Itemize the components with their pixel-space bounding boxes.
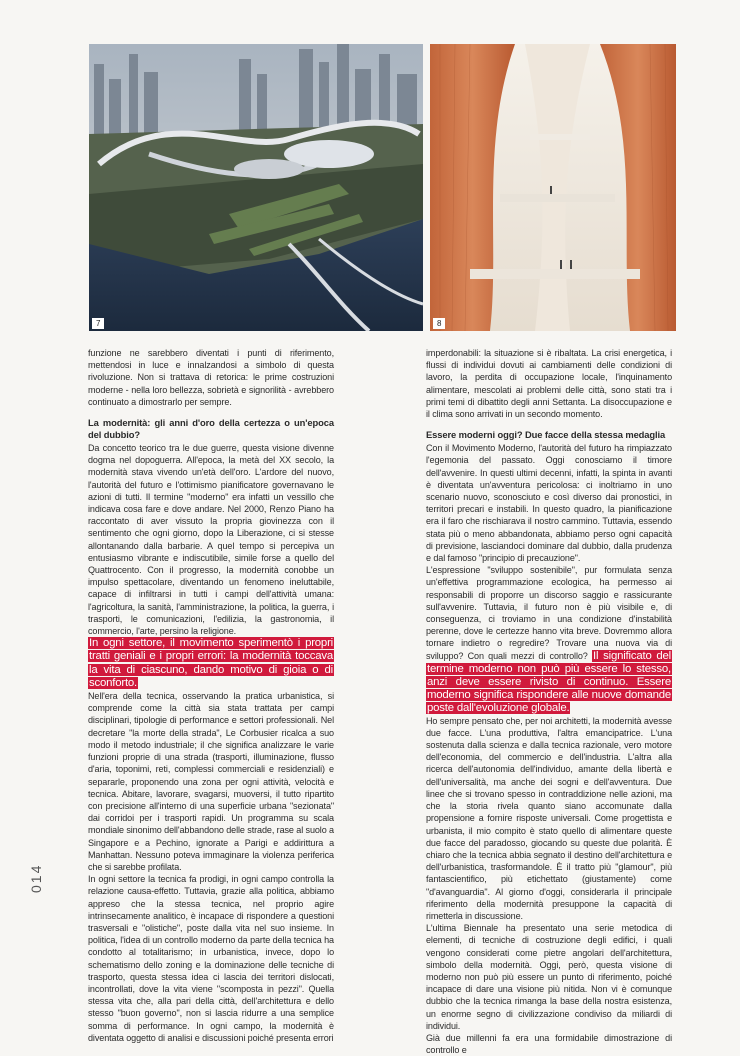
paragraph: Con il Movimento Moderno, l'autorità del futuro ha rimpiazzato l'egemonia del passato. Oggi conosciamo il timore dell'avvenire. In questi ultimi decenni, infatti, la spinta in avanti è diventata un'avventura pericolosa: ci inoltriamo in uno scenario nuovo, sconosciuto e così diverso dai pronostici, in territori precari e instabili. In questo quadro, la pianificazione era il faro che rischiarava il nostro cammino. Tuttavia, essendo stata più o meno abbandonata, abbiamo perso ogni capacità di previsione, lasciandoci dominare dal dubbio, dalla prudenza e dal famoso "principio di precauzione".	[426, 443, 672, 564]
section-heading: La modernità: gli anni d'oro della certezza o un'epoca del dubbio?	[88, 417, 334, 441]
paragraph-text: L'espressione "sviluppo sostenibile", pur formulata senza un'effettiva programmazione ecologica, ha permesso ai responsabili di proporre un discorso saggio e rassicurante sull'avvenire. Tuttavia, il futuro non è più visibile e, di conseguenza, ci troviamo in una condizione d'instabilità perenne, dove le certezze hanno vita breve. Dovremmo allora tornare indietro o regredire? Trovare una nuova via di sviluppo? Con quali mezzi di controllo?	[426, 565, 672, 661]
aerial-city-image	[89, 44, 423, 331]
page-number: 014	[28, 863, 44, 893]
section-heading: Essere moderni oggi? Due facce della stessa medaglia	[426, 429, 666, 441]
right-text-column	[426, 347, 672, 1056]
paragraph: L'ultima Biennale ha presentato una serie metodica di elementi, di tecniche di costruzione degli edifici, i quali vengono considerati come pietre angolari dell'architettura, simbolo della modernità. Oggi, però, questa visione di moderno non può più essere un punto di riferimento, poiché incapace di dare una visione più nitida. Non vi è comunque dubbio che la tecnica rimanga la base della nostra esistenza, un enorme segno di civilizzazione condiviso da miliardi di individui.	[426, 923, 672, 1031]
paragraph: In ogni settore la tecnica fa prodigi, in ogni campo controlla la relazione causa-effetto. Tuttavia, grazie alla politica, abbiamo appreso che la stessa tecnica, nel proprio agire intrinsecamente analitico, è incapace di rispondere a questioni trasversali e "olistiche", poste dalla vita nel suo insieme. In politica, l'idea di un controllo moderno da parte della tecnica ha condotto al totalitarismo; in urbanistica, invece, dopo lo schematismo dello zoning e la dominazione delle tecniche di trasporto, questa stessa idea ci lascia dei territori dislocati, incontrollati, dove la vita viene "scomposta in pezzi". Quella stessa vita che, alla pari della città, dell'architettura e dello stesso "buon governo", non si lascia ridurre a una semplice somma di performance. In ogni campo, la modernità è diventata oggetto di analisi e discussioni poiché presenta errori	[88, 874, 334, 1043]
figure-7-aerial-render	[89, 44, 423, 331]
paragraph: Già due millenni fa era una formidabile dimostrazione di controllo e	[426, 1032, 672, 1056]
paragraph: funzione ne sarebbero diventati i punti di riferimento, mettendosi in luce e innalzandosi a simbolo di questa rivoluzione. Non si trattava di retorica: le prime costruzioni moderne - nella loro bellezza, sobrietà e signorilità - avrebbero continuato a dimostrarlo per sempre.	[88, 348, 334, 407]
paragraph: Nell'era della tecnica, osservando la pratica urbanistica, si comprende come la città sia stata trattata per campi disciplinari, tipologie di performance e settori professionali. Nel decretare "la morte della strada", Le Corbusier ricalca a suo modo il metodo industriale; il che significa analizzare le varie funzioni proprie di una strada (trasporti, illuminazione, flusso d'aria, toponimi, reti, complessi commerciali e residenziali) e separarle, proponendo una zona per ogni attività, velocità e tecnica. Abitare, lavorare, svagarsi, muoversi, il tutto ripartito con precisione all'interno di una superficie urbana "sezionata" dai corridoi per i trasporti rapidi. Un programma su scala mondiale sinonimo dell'abbandono delle strade, rase al suolo a Singapore e a Pechino, ignorate a Parigi e addirittura a Manhattan. Nessuno poteva immaginare la violenza periferica che si sarebbe profilata.	[88, 691, 334, 872]
paragraph: imperdonabili: la situazione si è ribaltata. La crisi energetica, i flussi di individui dovuti ai cambiamenti delle condizioni di lavoro, la perdita di occupazione locale, l'inquinamento alimentare, mescolati ai problemi delle città, sono stati tra i primi temi di dibattito degli anni Settanta. La disoccupazione e il clima sono arrivati in un secondo momento.	[426, 348, 672, 420]
highlighted-pull-quote: In ogni settore, il movimento sperimentò i propri tratti geniali e i propri errori: la modernità toccava la vita di ciascuno, dando motivo di gioia o di sconforto.	[89, 637, 333, 689]
figure-number: 8	[433, 318, 445, 329]
interior-atrium-image	[430, 44, 676, 331]
paragraph-with-quote	[426, 564, 672, 714]
figure-8-interior-render	[430, 44, 676, 331]
left-text-column	[88, 347, 334, 1044]
paragraph: Ho sempre pensato che, per noi architetti, la modernità avesse due facce. L'una produttiva, l'altra emancipatrice. L'una sostenuta dalla scienza e dalla tecnica razionale, vero motore dell'economia, del commercio e dell'industria. L'altra alla ricerca dell'autonomia dell'individuo, amante della libertà e dell'universalità, ma anche dei sogni e dell'avventura. Due linee che si trovano spesso in contraddizione nelle azioni, ma che la storia rivela quanto siano accomunate dalla propensione a fornire risposte universali. Come progettista e urbanista, il mio compito è stato quello di alimentare queste due facce del paradosso, giocando su queste due polarità. È chiaro che la tecnica abbia segnato il destino dell'architettura e dell'urbanistica, trasformandole. È il tratto più "glamour", più fantascientifico, più etichettato (giustamente) come "d'avanguardia". Al giorno d'oggi, considerarla il principale riferimento della modernità presuppone la capacità di rimetterla in discussione.	[426, 715, 672, 921]
paragraph: Da concetto teorico tra le due guerre, questa visione divenne dogma nel dopoguerra. All'epoca, la metà del XX secolo, la modernità stava vivendo un'età dell'oro. L'ardore del nuovo, l'autorità del futuro e l'ottimismo pianificatore governavano le azioni di tutti. Il termine "moderno" era infatti un vessillo che indicava cosa fare e dove andare. Nel 2000, Renzo Piano ha raccontato di aver vissuto la propria giovinezza con il sentimento che ogni giorno, dopo la Liberazione, ci si stesse allontanando dalla barbarie. A quel tempo si percepiva un entusiasmo vibrante e indiscutibile, simile forse a quello del Quattrocento. Con il progresso, la modernità conobbe un impulso spettacolare, diventando un fenomeno ineluttabile, capace di infiltrarsi in tutti i campi dell'attività umana: l'agricoltura, la sanità, l'amministrazione, la politica, la guerra, i trasporti, le comunicazioni, l'edilizia, la gastronomia, il commercio, l'arte, persino la religione.	[88, 443, 334, 637]
figure-number: 7	[92, 318, 104, 329]
highlighted-pull-quote: Il significato del termine moderno non può più essere lo stesso, anzi deve essere rivisto di continuo. Essere moderno significa rispondere alle nuove domande poste dall'evoluzione globale.	[427, 649, 671, 714]
